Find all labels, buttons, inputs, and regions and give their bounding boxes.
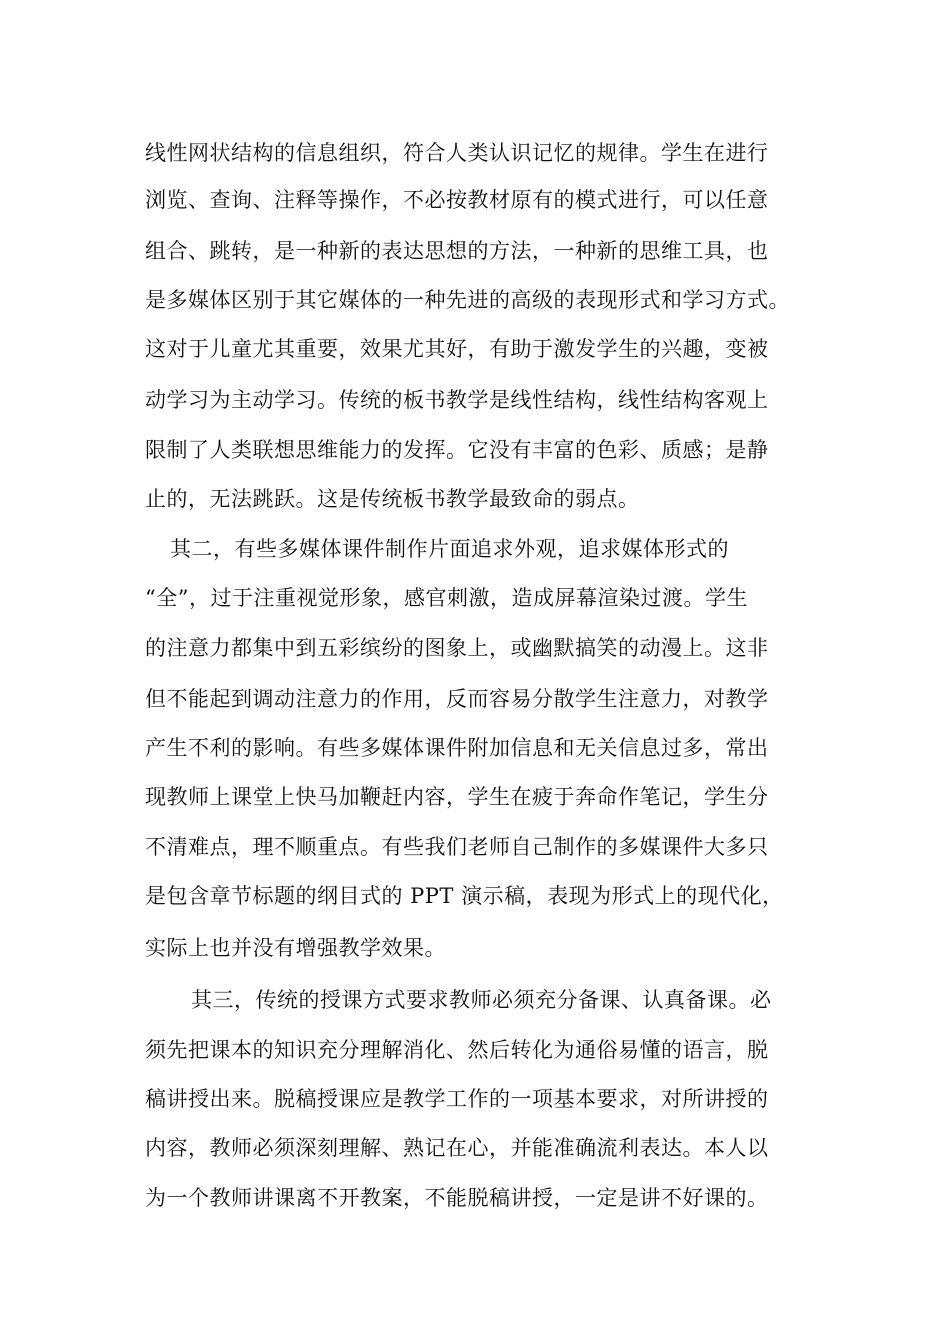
text-line: 现教师上课堂上快马加鞭赶内容，学生在疲于奔命作笔记，学生分 bbox=[145, 785, 769, 809]
text-line: 限制了人类联想思维能力的发挥。它没有丰富的色彩、质感；是静 bbox=[145, 438, 769, 462]
text-line: 的注意力都集中到五彩缤纷的图象上，或幽默搞笑的动漫上。这非 bbox=[145, 636, 769, 660]
paragraph-start-line: 其三，传统的授课方式要求教师必须充分备课、认真备课。必 bbox=[191, 988, 772, 1012]
text-line: 浏览、查询、注释等操作，不必按教材原有的模式进行，可以任意 bbox=[145, 188, 769, 212]
text-line: 组合、跳转，是一种新的表达思想的方法，一种新的思维工具，也 bbox=[145, 239, 769, 263]
text-line: 是多媒体区别于其它媒体的一种先进的高级的表现形式和学习方式。 bbox=[145, 288, 790, 312]
text-line: 实际上也并没有增强教学效果。 bbox=[145, 936, 446, 960]
text-line: 是包含章节标题的纲目式的 PPT 演示稿，表现为形式上的现代化， bbox=[145, 884, 784, 908]
text-line: 产生不利的影响。有些多媒体课件附加信息和无关信息过多，常出 bbox=[145, 736, 769, 760]
text-line: 线性网状结构的信息组织，符合人类认识记忆的规律。学生在进行 bbox=[145, 141, 769, 165]
paragraph-start-line: 其二，有些多媒体课件制作片面追求外观，追求媒体形式的 bbox=[170, 537, 729, 561]
text-line: “全”，过于注重视觉形象，感官刺激，造成屏幕渲染过渡。学生 bbox=[145, 586, 748, 610]
text-line: 内容，教师必须深刻理解、熟记在心，并能准确流利表达。本人以 bbox=[145, 1136, 769, 1160]
text-line: 不清难点，理不顺重点。有些我们老师自己制作的多媒课件大多只 bbox=[145, 835, 769, 859]
text-line: 稿讲授出来。脱稿授课应是教学工作的一项基本要求，对所讲授的 bbox=[145, 1087, 769, 1111]
text-line: 止的，无法跳跃。这是传统板书教学最致命的弱点。 bbox=[145, 487, 640, 511]
text-line: 这对于儿童尤其重要，效果尤其好，有助于激发学生的兴趣，变被 bbox=[145, 337, 769, 361]
text-line: 须先把课本的知识充分理解消化、然后转化为通俗易懂的语言，脱 bbox=[145, 1038, 769, 1062]
text-line: 但不能起到调动注意力的作用，反而容易分散学生注意力，对教学 bbox=[145, 687, 769, 711]
text-line: 为一个教师讲课离不开教案，不能脱稿讲授，一定是讲不好课的。 bbox=[145, 1186, 769, 1210]
text-line: 动学习为主动学习。传统的板书教学是线性结构，线性结构客观上 bbox=[145, 388, 769, 412]
